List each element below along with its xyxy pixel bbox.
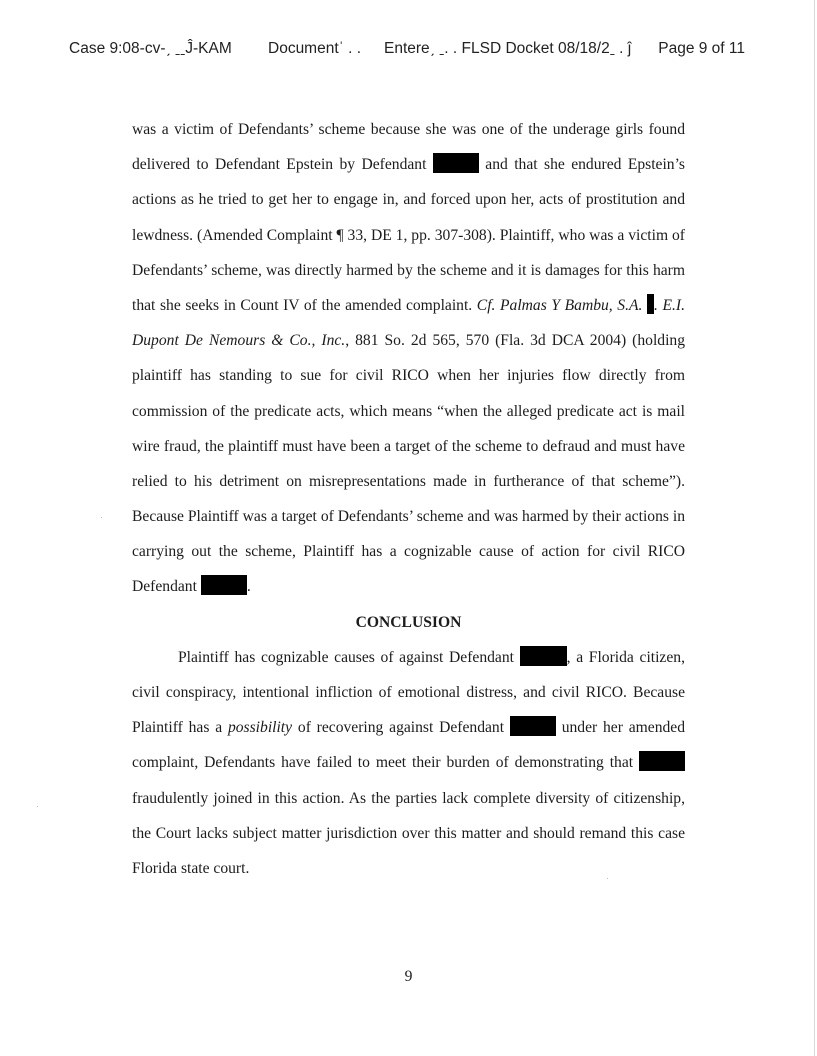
body-line: Dupont De Nemours & Co., Inc., 881 So. 2d 565, 570 (Fla. 3d DCA 2004) (holding	[132, 332, 685, 350]
redaction-block	[201, 575, 247, 595]
redaction-block	[639, 751, 685, 771]
conclusion-line: complaint, Defendants have failed to meet their burden of demonstrating that	[132, 745, 685, 780]
body-line: delivered to Defendant Epstein by Defendant and that she endured Epstein’s	[132, 147, 685, 182]
redaction-block	[520, 646, 567, 666]
document-label: Documentˈ . .	[268, 40, 362, 57]
redaction-block	[433, 153, 479, 173]
conclusion-line: Plaintiff has cognizable causes of against Defendant , a Florida citizen,	[132, 640, 685, 675]
case-citation: Dupont De Nemours & Co., Inc.	[132, 332, 346, 350]
body-line: that she seeks in Count IV of the amended complaint. Cf. Palmas Y Bambu, S.A. . E.I.	[132, 288, 685, 323]
section-heading: CONCLUSION	[355, 613, 462, 631]
body-line: was a victim of Defendants’ scheme because she was one of the underage girls found	[132, 121, 685, 138]
case-citation: Cf. Palmas Y Bambu, S.A.	[476, 296, 643, 314]
page-count: Page 9 of 11	[658, 40, 745, 57]
page-edge	[814, 0, 815, 1056]
conclusion-line: civil conspiracy, intentional infliction of emotional distress, and civil RICO. Because	[132, 684, 685, 701]
body-line: Defendants’ scheme, was directly harmed by the scheme and it is damages for this harm	[132, 261, 685, 279]
body-line: Defendant .	[132, 569, 685, 604]
conclusion-line: Florida state court.	[132, 859, 250, 877]
body-line: lewdness. (Amended Complaint ¶ 33, DE 1, pp. 307-308). Plaintiff, who was a victim of	[132, 226, 685, 244]
body-line: commission of the predicate acts, which means “when the alleged predicate act is mail	[132, 402, 685, 420]
case-number: Case 9:08-cv-ˏ ˍˍĴ-KAM	[69, 40, 232, 57]
body-line: actions as he tried to get her to engage in, and forced upon her, acts of prostitution and	[132, 191, 685, 209]
document-body	[132, 112, 685, 886]
redaction-block	[510, 716, 556, 736]
case-header	[69, 40, 745, 62]
conclusion-line: Plaintiff has a possibility of recovering against Defendant under her amended	[132, 710, 685, 745]
body-line: wire fraud, the plaintiff must have been a target of the scheme to defraud and must have	[132, 437, 685, 455]
body-line: plaintiff has standing to sue for civil RICO when her injuries flow directly from	[132, 367, 685, 385]
scan-speck	[101, 517, 102, 518]
scan-speck	[37, 806, 38, 807]
body-line: carrying out the scheme, Plaintiff has a cognizable cause of action for civil RICO	[132, 543, 685, 561]
scan-speck	[607, 878, 608, 879]
body-line: relied to his detriment on misrepresentations made in furtherance of that scheme”).	[132, 472, 685, 490]
emphasis: possibility	[227, 719, 293, 737]
conclusion-line: fraudulently joined in this action. As the parties lack complete diversity of citizenship,	[132, 789, 685, 807]
conclusion-line: the Court lacks subject matter jurisdiction over this matter and should remand this case	[132, 824, 685, 842]
docket-entry: Entereˏ ˍ. . FLSD Docket 08/18/2ˍ . ĵ	[384, 40, 632, 57]
body-line: Because Plaintiff was a target of Defendants’ scheme and was harmed by their actions in	[132, 508, 685, 526]
page-number: 9	[404, 968, 413, 985]
redaction-block	[647, 294, 654, 314]
